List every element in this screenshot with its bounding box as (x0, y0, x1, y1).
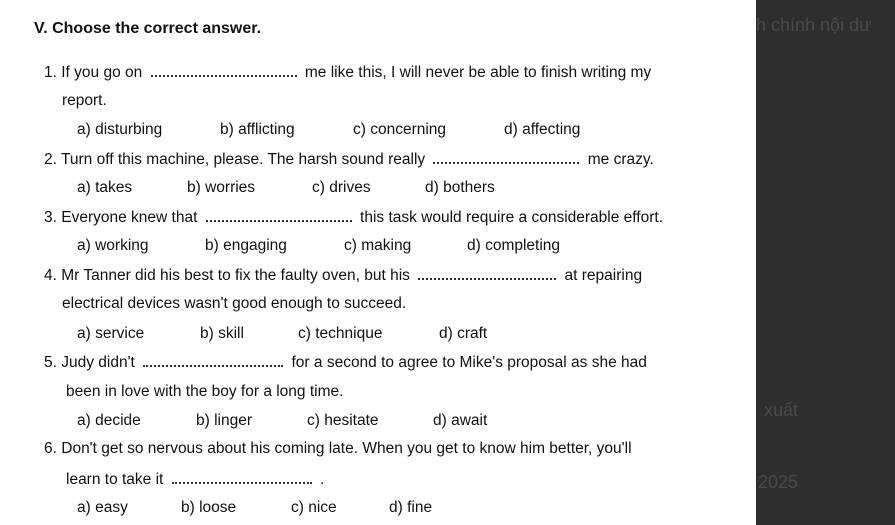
question-number: 5. (44, 354, 57, 371)
question-number: 6. (44, 440, 57, 457)
question-number: 4. (44, 267, 57, 284)
section-title: V. Choose the correct answer. (34, 20, 262, 37)
option-b: b) worries (187, 179, 256, 196)
option-d: d) fine (389, 499, 433, 516)
question-text-before: Everyone knew that (61, 209, 198, 226)
option-a: a) takes (77, 179, 133, 196)
question-text-before: Judy didn't (61, 354, 135, 371)
question-5 (44, 353, 647, 372)
background-text-middle: xuất (764, 400, 799, 420)
question-number: 2. (44, 151, 57, 168)
answer-blank (433, 150, 579, 164)
option-a: a) disturbing (77, 121, 163, 138)
option-b: b) loose (181, 499, 237, 516)
question-text-before: Don't get so nervous about his coming late. When you get to know him better, you'll (61, 440, 632, 457)
question-number: 3. (44, 209, 57, 226)
question-text-after: at repairing (564, 267, 643, 284)
question-6 (44, 440, 632, 458)
option-d: d) craft (439, 325, 488, 342)
option-a: a) service (77, 325, 145, 342)
answer-blank (172, 470, 312, 484)
question-text-before: Turn off this machine, please. The harsh sound really (60, 151, 426, 168)
question-text-after: me crazy. (587, 151, 654, 168)
option-b: b) engaging (205, 237, 287, 254)
question-4 (44, 266, 642, 285)
background-text-top: h chính nội dư (756, 15, 872, 35)
option-c: c) nice (291, 499, 337, 516)
question-number: 1. (44, 64, 57, 81)
option-d: d) affecting (504, 121, 581, 138)
option-a: a) working (77, 237, 149, 254)
answer-blank (151, 63, 297, 77)
option-c: c) drives (312, 179, 371, 196)
question-1-continuation: report. (62, 92, 107, 109)
background-text-bottom: 2025 (758, 472, 799, 492)
background-overlay (756, 0, 895, 525)
question-text-after: me like this, I will never be able to finish writing my (304, 64, 652, 81)
answer-blank (418, 266, 556, 280)
question-4-continuation: electrical devices wasn't good enough to succeed. (62, 295, 407, 312)
option-a: a) easy (77, 499, 128, 516)
option-c: c) making (344, 237, 412, 254)
question-1 (44, 63, 651, 82)
option-b: b) skill (200, 325, 244, 342)
option-b: b) linger (196, 412, 252, 429)
option-c: c) concerning (353, 121, 447, 138)
option-c: c) technique (298, 325, 383, 342)
question-text-end: . (319, 471, 325, 488)
option-a: a) decide (77, 412, 141, 429)
option-c: c) hesitate (307, 412, 379, 429)
question-5-continuation: been in love with the boy for a long time. (66, 383, 344, 400)
answer-blank (143, 353, 283, 367)
question-3 (44, 208, 663, 227)
answer-blank (206, 208, 352, 222)
question-text-cont: learn to take it (66, 471, 164, 488)
question-2 (44, 150, 654, 169)
option-d: d) completing (467, 237, 561, 254)
option-d: d) await (433, 412, 488, 429)
question-text-before: If you go on (61, 64, 143, 81)
option-d: d) bothers (425, 179, 495, 196)
question-text-after: this task would require a considerable effort. (360, 209, 664, 226)
option-b: b) afflicting (220, 121, 295, 138)
question-text-after: for a second to agree to Mike's proposal as she had (291, 354, 647, 371)
question-6-continuation (66, 470, 324, 489)
question-text-before: Mr Tanner did his best to fix the faulty oven, but his (61, 267, 410, 284)
